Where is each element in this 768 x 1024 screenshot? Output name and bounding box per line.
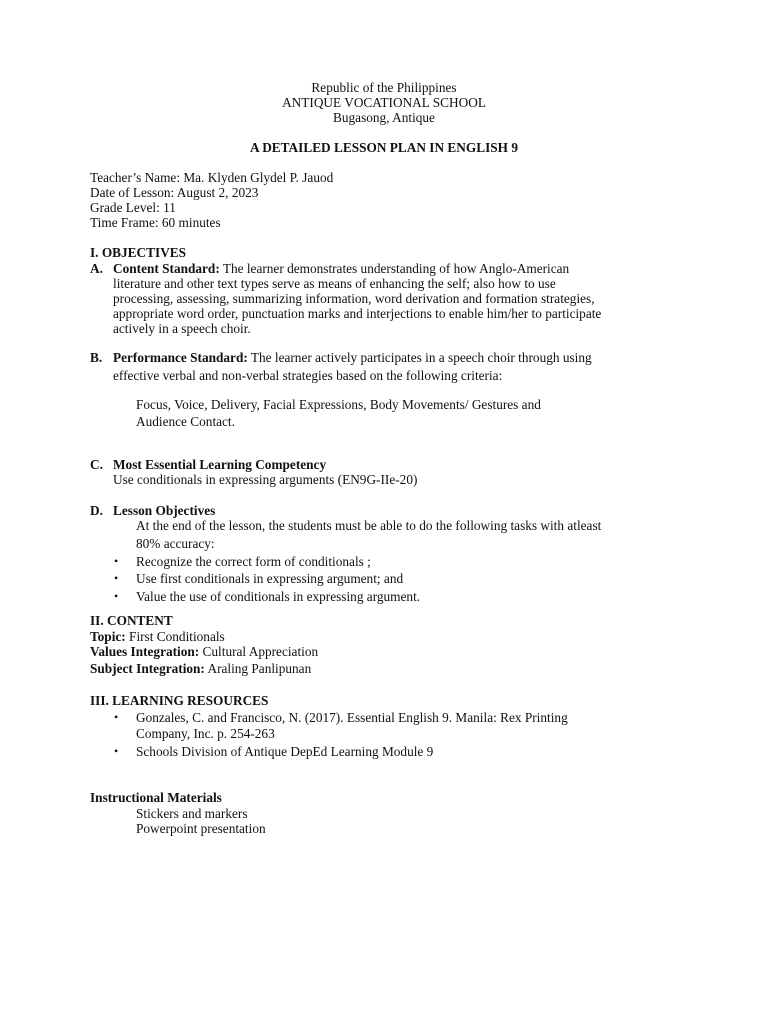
- melc-text: Use conditionals in expressing arguments (EN9G-IIe-20): [113, 472, 418, 487]
- header-school: ANTIQUE VOCATIONAL SCHOOL: [282, 95, 486, 110]
- lesson-date: Date of Lesson: August 2, 2023: [90, 185, 259, 200]
- material-item: Stickers and markers: [136, 806, 248, 821]
- content-standard-text: The learner demonstrates understanding of how Anglo-American: [219, 261, 570, 276]
- content-standard-line-5: actively in a speech choir.: [113, 321, 251, 336]
- values-integration-label: Values Integration:: [90, 644, 200, 659]
- topic-label: Topic:: [90, 629, 126, 644]
- resource-item-continued: Company, Inc. p. 254-263: [136, 726, 275, 741]
- subject-integration-label: Subject Integration:: [90, 661, 205, 676]
- header-location: Bugasong, Antique: [333, 110, 435, 125]
- resource-item: • Gonzales, C. and Francisco, N. (2017). Essential English 9. Manila: Rex Printing: [136, 710, 568, 725]
- performance-standard-label: Performance Standard:: [113, 350, 248, 365]
- performance-standard-line-2: effective verbal and non-verbal strategies based on the following criteria:: [113, 368, 503, 383]
- material-item: Powerpoint presentation: [136, 821, 266, 836]
- performance-standard-text: The learner actively participates in a speech choir through using: [247, 350, 592, 365]
- melc-heading: Most Essential Learning Competency: [113, 457, 327, 472]
- objective-c-letter: C.: [90, 457, 103, 472]
- lesson-objective-item: • Recognize the correct form of conditionals ;: [136, 554, 371, 569]
- teacher-name: Teacher’s Name: Ma. Klyden Glydel P. Jauod: [90, 170, 334, 185]
- time-frame: Time Frame: 60 minutes: [90, 215, 221, 230]
- subject-integration-value: Araling Panlipunan: [204, 661, 312, 676]
- materials-heading: Instructional Materials: [90, 790, 222, 805]
- document-title: A DETAILED LESSON PLAN IN ENGLISH 9: [250, 140, 518, 155]
- resources-heading: III. LEARNING RESOURCES: [90, 693, 269, 708]
- resource-item: • Schools Division of Antique DepEd Learning Module 9: [136, 744, 433, 759]
- topic-value: First Conditionals: [125, 629, 225, 644]
- content-standard-line-3: processing, assessing, summarizing information, word derivation and formation strategies,: [113, 291, 595, 306]
- objective-b-letter: B.: [90, 350, 103, 365]
- grade-level: Grade Level: 11: [90, 200, 176, 215]
- header-republic: Republic of the Philippines: [311, 80, 457, 95]
- content-standard-line: [113, 261, 569, 276]
- content-standard-line-4: appropriate word order, punctuation marks and interjections to enable him/her to participate: [113, 306, 602, 321]
- performance-standard-line: [113, 350, 592, 365]
- content-standard-label: Content Standard:: [113, 261, 220, 276]
- content-heading: II. CONTENT: [90, 613, 173, 628]
- lesson-objectives-heading: Lesson Objectives: [113, 503, 216, 518]
- criteria-line-2: Audience Contact.: [136, 414, 235, 429]
- topic-line: [90, 629, 225, 644]
- values-integration-value: Cultural Appreciation: [199, 644, 319, 659]
- lesson-objectives-intro-1: At the end of the lesson, the students must be able to do the following tasks with atleast: [136, 518, 602, 533]
- content-standard-line-2: literature and other text types serve as means of enhancing the self; also how to use: [113, 276, 556, 291]
- objectives-heading: I. OBJECTIVES: [90, 245, 187, 260]
- lesson-objectives-intro-2: 80% accuracy:: [136, 536, 215, 551]
- objective-a-letter: A.: [90, 261, 103, 276]
- lesson-objective-item: • Use first conditionals in expressing argument; and: [136, 571, 403, 586]
- lesson-objective-item: • Value the use of conditionals in expressing argument.: [136, 589, 420, 604]
- values-integration-line: [90, 644, 318, 659]
- subject-integration-line: [90, 661, 311, 676]
- objective-d-letter: D.: [90, 503, 103, 518]
- criteria-line-1: Focus, Voice, Delivery, Facial Expressions, Body Movements/ Gestures and: [136, 397, 541, 412]
